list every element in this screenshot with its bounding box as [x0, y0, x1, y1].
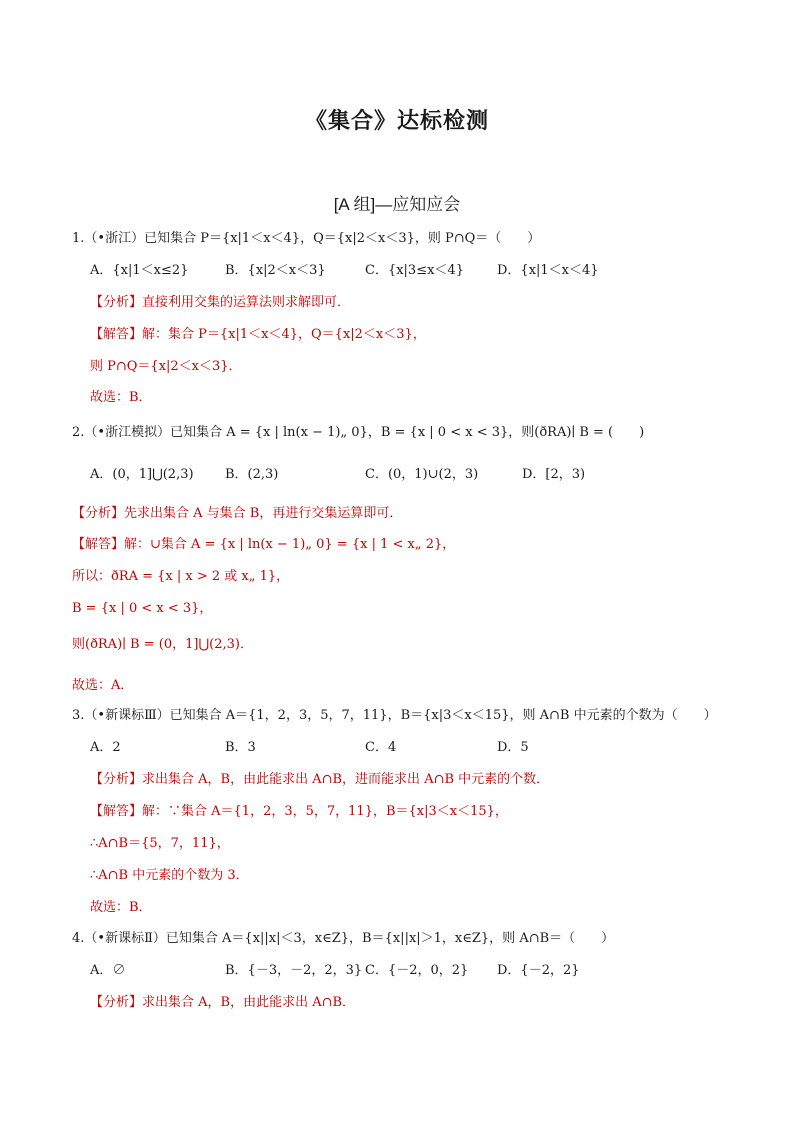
q2-option-c: C．(0，1)∪(2，3)	[365, 467, 479, 482]
q2-answer	[72, 537, 455, 553]
q3-option-c: C．4	[365, 740, 397, 755]
q3-answer-line3: ∴A∩B 中元素的个数为 3．	[90, 868, 249, 883]
q1-analysis-text: 直接利用交集的运算法则求解即可．	[142, 295, 351, 310]
q4-option-a: A．∅	[90, 963, 126, 978]
analysis-tag: 【分析】	[90, 295, 143, 310]
q1-answer-line2: 则 P∩Q＝{x|2＜x＜3}．	[90, 359, 242, 374]
q3-option-a: A．2	[90, 740, 121, 755]
q1-analysis	[90, 295, 350, 311]
q2-analysis	[72, 506, 402, 522]
q1-option-d: D．{x|1＜x＜4}	[497, 263, 599, 278]
q3-answer-text: 解：∵集合 A＝{1，2，3，5，7，11}，B＝{x|3＜x＜15}，	[142, 804, 508, 819]
q4-option-b: B．{－3，－2，2，3}	[225, 963, 363, 978]
page-title: 《集合》达标检测	[304, 109, 489, 134]
answer-tag: 【解答】	[90, 327, 143, 342]
q3-analysis	[90, 772, 549, 788]
q4-analysis	[90, 995, 355, 1011]
q1-choice: 故选：B．	[90, 390, 152, 405]
q1-option-a: A．{x|1＜x≤2}	[90, 263, 189, 278]
q2-analysis-text: 先求出集合 A 与集合 B，再进行交集运算即可．	[124, 506, 403, 521]
analysis-tag: 【分析】	[90, 995, 143, 1010]
q4-stem: 4.（•新课标Ⅱ）已知集合 A＝{x||x|＜3，x∈Z}，B＝{x||x|＞1，x∈Z}，则 A∩B＝（ ）	[72, 931, 615, 946]
q2-option-d: D．[2，3)	[522, 467, 586, 482]
q3-stem: 3.（•新课标Ⅲ）已知集合 A＝{1，2，3，5，7，11}，B＝{x|3＜x＜15}，则 A∩B 中元素的个数为（ ）	[72, 708, 717, 723]
q1-answer-text: 解：集合 P＝{x|1＜x＜4}，Q＝{x|2＜x＜3}，	[142, 327, 426, 342]
q2-option-b: B．(2,3)	[225, 467, 279, 482]
q4-analysis-text: 求出集合 A，B，由此能求出 A∩B．	[142, 995, 356, 1010]
q1-option-c: C．{x|3≤x＜4}	[365, 263, 464, 278]
analysis-tag: 【分析】	[90, 772, 143, 787]
answer-tag: 【解答】	[90, 804, 143, 819]
analysis-tag: 【分析】	[72, 506, 125, 521]
q1-answer	[90, 327, 426, 343]
q3-analysis-text: 求出集合 A，B，由此能求出 A∩B，进而能求出 A∩B 中元素的个数．	[142, 772, 550, 787]
q1-option-b: B．{x|2＜x＜3}	[225, 263, 326, 278]
q2-answer-text: 解：∪集合 A = {x | ln(x − 1)„ 0} = {x | 1 < x„ 2}，	[124, 537, 456, 552]
group-heading: [A 组]—应知应会	[333, 195, 461, 214]
q3-option-d: D．5	[497, 740, 529, 755]
q2-answer-line3: B = {x | 0 < x < 3}，	[72, 601, 213, 616]
q2-answer-line2: 所以：ðRA = {x | x > 2 或 x„ 1}，	[72, 569, 290, 584]
q2-stem: 2.（•浙江模拟）已知集合 A = {x | ln(x − 1)„ 0}，B = {x | 0 < x < 3}，则(ðRA)∣ B = ( )	[72, 425, 645, 440]
q4-option-d: D．{－2，2}	[497, 963, 580, 978]
answer-tag: 【解答】	[72, 537, 125, 552]
q2-choice: 故选：A．	[72, 678, 134, 693]
q3-choice: 故选：B．	[90, 900, 152, 915]
q4-option-c: C．{－2，0，2}	[365, 963, 469, 978]
q3-answer-line2: ∴A∩B＝{5，7，11}，	[90, 836, 230, 851]
q3-answer	[90, 804, 508, 820]
q2-answer-line4: 则(ðRA)∣ B = (0，1]⋃(2,3)．	[72, 637, 253, 652]
q1-stem: 1.（•浙江）已知集合 P＝{x|1＜x＜4}，Q＝{x|2＜x＜3}，则 P∩Q＝（ ）	[72, 231, 541, 246]
q3-option-b: B．3	[225, 740, 256, 755]
q2-option-a: A．(0，1]⋃(2,3)	[90, 467, 194, 482]
